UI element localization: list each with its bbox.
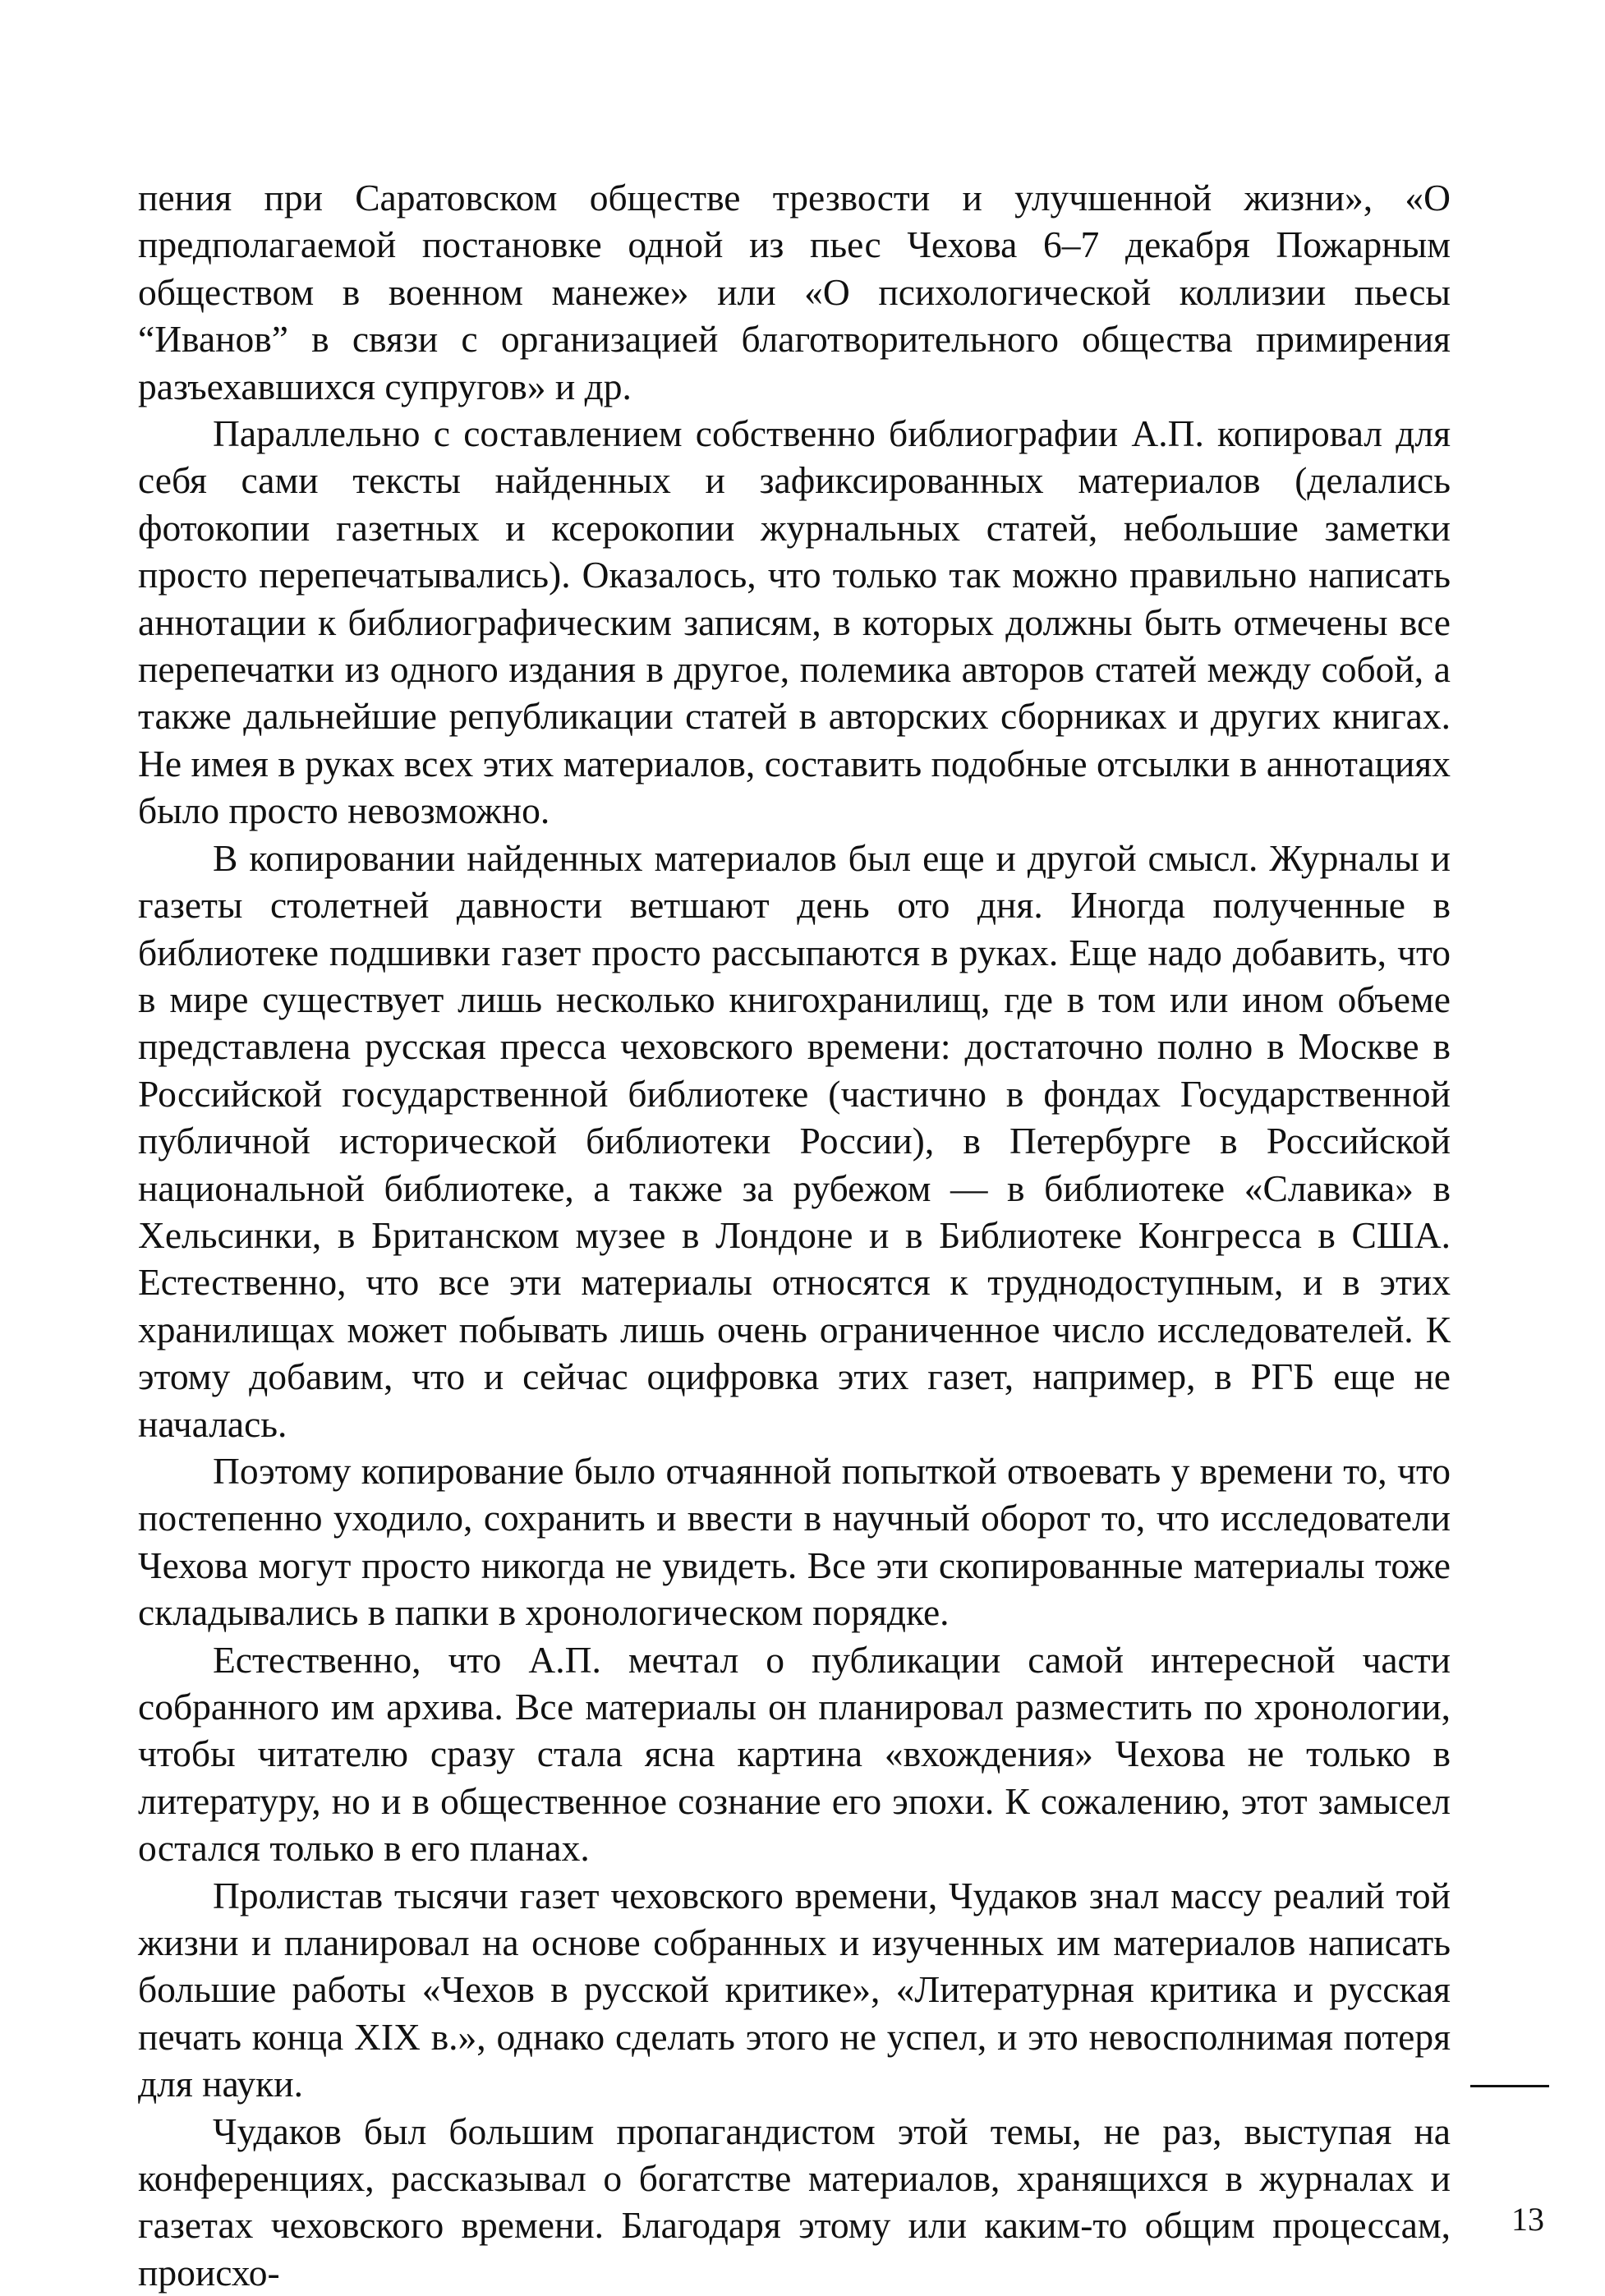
paragraph-7: Чудаков был большим пропагандистом этой темы, не раз, выступая на конференциях, рассказывал о богатстве материалов, хранящихся в журналах и газетах чеховского времени. Благодаря этому или каким-то общим процессам, происхо- [138,2110,1451,2294]
paragraph-2: Параллельно с составлением собственно библиографии А.П. копировал для себя сами тексты найденных и зафиксированных материалов (делались фотокопии газетных и ксерокопии журнальных статей, небольшие заметки просто перепечатывались). Оказалось, что только так можно правильно написать аннотации к библиографическим записям, в которых должны быть отмечены все перепечатки из одного издания в другое, полемика авторов статей между собой, а также дальнейшие републикации статей в авторских сборниках и других книгах. Не имея в руках всех этих материалов, составить подобные отсылки в аннотациях было просто невозможно. [138,412,1451,832]
footer-rule [1470,2085,1549,2087]
page-number: 13 [1511,2201,1544,2238]
page-body [138,174,1451,2296]
paragraph-1: пения при Саратовском обществе трезвости и улучшенной жизни», «О предполагаемой постановке одной из пьес Чехова 6–7 декабря Пожарным обществом в военном манеже» или «О психологической коллизии пьесы “Иванов” в связи с организацией благотворительного общества примирения разъехавшихся супругов» и др. [138,177,1451,407]
paragraph-4: Поэтому копирование было отчаянной попыткой отвоевать у времени то, что постепенно уходило, сохранить и ввести в научный оборот то, что исследователи Чехова могут просто никогда не увидеть. Все эти скопированные материалы тоже складывались в папки в хронологическом порядке. [138,1449,1451,1634]
paragraph-3: В копировании найденных материалов был еще и другой смысл. Журналы и газеты столетней давности ветшают день ото дня. Иногда полученные в библиотеке подшивки газет просто рассыпаются в руках. Еще надо добавить, что в мире существует лишь несколько книгохранилищ, где в том или ином объеме представлена русская пресса чеховского времени: достаточно полно в Москве в Российской государственной библиотеке (частично в фондах Государственной публичной исторической библиотеки России), в Петербурге в Российской национальной библиотеке, а также за рубежом — в библиотеке «Славика» в Хельсинки, в Британском музее в Лондоне и в Библиотеке Конгресса в США. Естественно, что все эти материалы относятся к труднодоступным, и в этих хранилищах может побывать лишь очень ограниченное число исследователей. К этому добавим, что и сейчас оцифровка этих газет, например, в РГБ еще не началась. [138,836,1451,1445]
paragraph-6: Пролистав тысячи газет чеховского времени, Чудаков знал массу реалий той жизни и планировал на основе собранных и изученных им материалов написать большие работы «Чехов в русской критике», «Литературная критика и русская печать конца XIX в.», однако сделать этого не успел, и это невосполнимая потеря для науки. [138,1874,1451,2105]
paragraph-5: Естественно, что А.П. мечтал о публикации самой интересной части собранного им архива. Все материалы он планировал разместить по хронологии, чтобы читателю сразу стала ясна картина «вхождения» Чехова не только в литературу, но и в общественное сознание его эпохи. К сожалению, этот замысел остался только в его планах. [138,1638,1451,1870]
